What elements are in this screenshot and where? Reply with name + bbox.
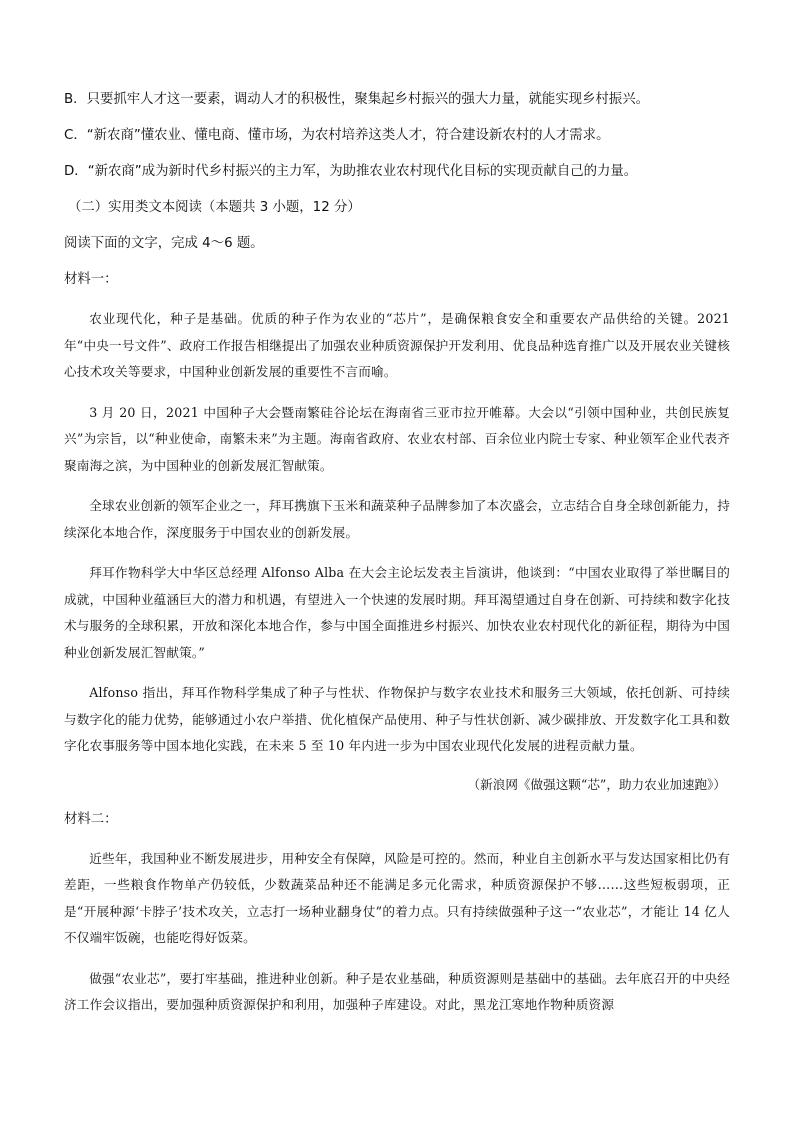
material-two-paragraph: 做强“农业芯”，要打牢基础，推进种业创新。种子是农业基础，种质资源则是基础中的基础。去年底召开的中央经济工作会议指出，要加强种质资源保护和利用，加强种子库建设。对此，黑龙江寒地作物种质资源 <box>64 970 730 1012</box>
material-two-label: 材料二： <box>64 811 118 827</box>
section-title: （二）实用类文本阅读（本题共 3 小题，12 分） <box>68 200 361 215</box>
material-one-label: 材料一： <box>64 272 118 287</box>
material-one-paragraph: 拜耳作物科学大中华区总经理 Alfonso Alba 在大会主论坛发表主旨演讲，他谈到：“中国农业取得了举世瞩目的成就，中国种业蕴涵巨大的潜力和机遇，有望进入一个快速的发展时期。拜耳渴望通过自身在创新、可持续和数字化技术与服务的全球积累，开放和深化本地合作，参与中国全面推进乡村振兴、加快农业农村现代化的新征程，期待为中国种业创新发展汇智献策。” <box>64 565 730 660</box>
material-one-paragraph: Alfonso 指出，拜耳作物科学集成了种子与性状、作物保护与数字农业技术和服务三大领域，依托创新、可持续与数字化的能力优势，能够通过小农户举措、优化植保产品使用、种子与性状创新、减少碳排放、开发数字化工具和数字化农事服务等中国本地化实践，在未来 5 至 10 年内进一步为中国农业现代化发展的进程贡献力量。 <box>64 685 730 753</box>
material-two-paragraph: 近些年，我国种业不断发展进步，用种安全有保障，风险是可控的。然而，种业自主创新水平与发达国家相比仍有差距，一些粮食作物单产仍较低，少数蔬菜品种还不能满足多元化需求，种质资源保护不够……这些短板弱项，正是“开展种源‘卡脖子’技术攻关，立志打一场种业翻身仗”的着力点。只有持续做强种子这一“农业芯”，才能让 14 亿人不仅端牢饭碗，也能吃得好饭菜。 <box>64 850 730 945</box>
material-two <box>64 810 730 1019</box>
material-one <box>64 270 730 796</box>
material-one-paragraph: 全球农业创新的领军企业之一，拜耳携旗下玉米和蔬菜种子品牌参加了本次盛会，立志结合自身全球创新能力，持续深化本地合作，深度服务于中国农业的创新发展。 <box>64 498 730 540</box>
answer-options <box>64 90 730 182</box>
option-d[interactable]: D．“新农商”成为新时代乡村振兴的主力军，为助推农业农村现代化目标的实现贡献自己的力量。 <box>64 164 638 179</box>
section-instruction: 阅读下面的文字，完成 4～6 题。 <box>64 236 264 251</box>
option-b[interactable]: B．只要抓牢人才这一要素，调动人才的积极性，聚集起乡村振兴的强大力量，就能实现乡村振兴。 <box>64 92 649 107</box>
option-c[interactable]: C．“新农商”懂农业、懂电商、懂市场，为农村培养这类人才，符合建设新农村的人才需求。 <box>64 128 610 143</box>
material-one-source: （新浪网《做强这颗“芯”，助力农业加速跑》） <box>467 776 726 792</box>
material-one-paragraph: 3 月 20 日，2021 中国种子大会暨南繁硅谷论坛在海南省三亚市拉开帷幕。大会以“引领中国种业，共创民族复兴”为宗旨，以“种业使命，南繁未来”为主题。海南省政府、农业农村部、百余位业内院士专家、种业领军企业代表齐聚南海之滨，为中国种业的创新发展汇智献策。 <box>64 404 730 473</box>
material-one-paragraph: 农业现代化，种子是基础。优质的种子作为农业的“芯片”，是确保粮食安全和重要农产品供给的关键。2021 年“中央一号文件”、政府工作报告相继提出了加强农业种质资源保护开发利用、优良品种选育推广以及开展农业关键核心技术攻关等要求，中国种业创新发展的重要性不言而喻。 <box>64 311 730 379</box>
